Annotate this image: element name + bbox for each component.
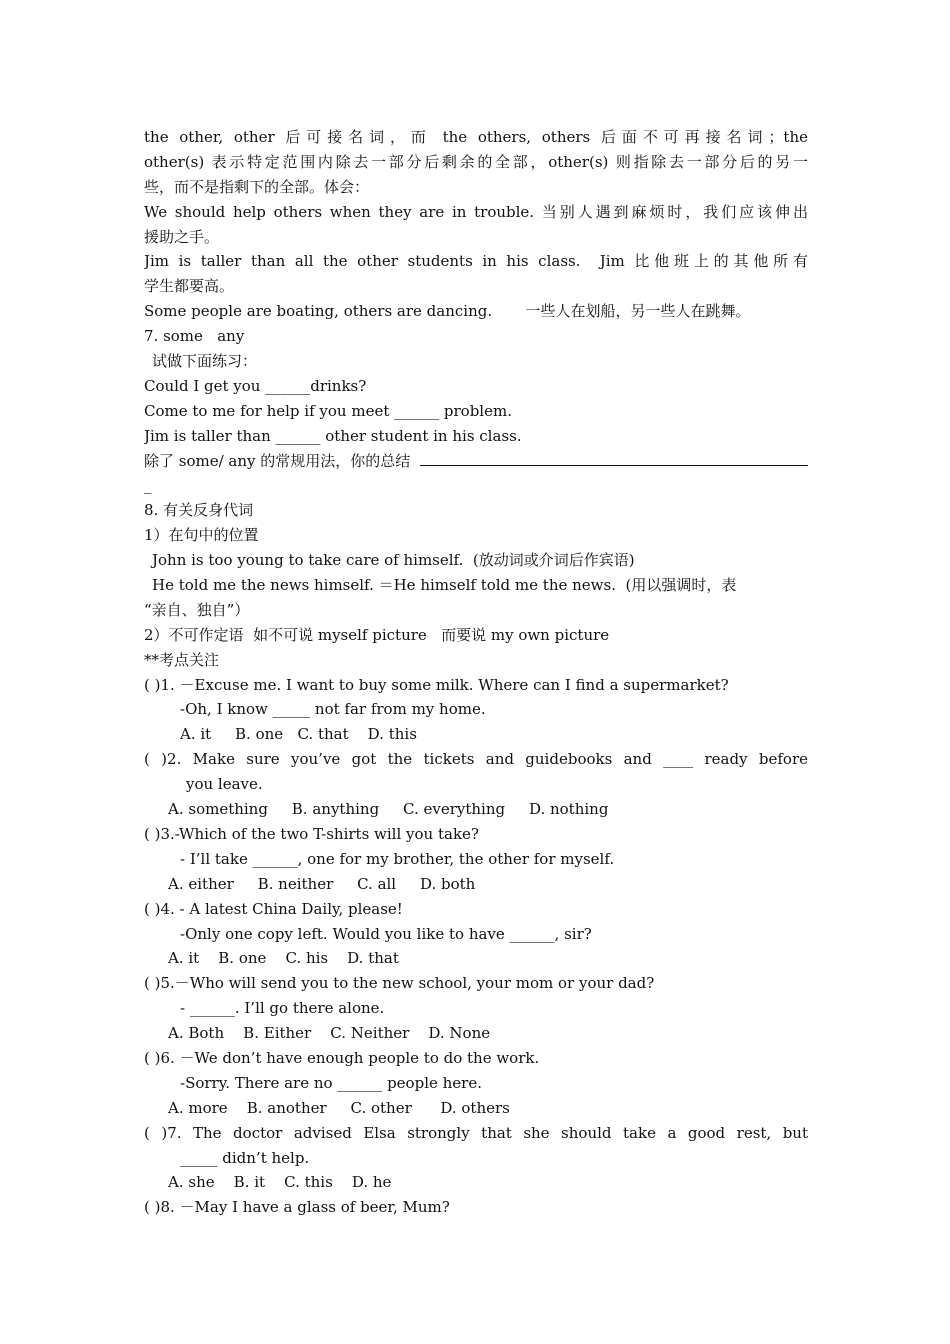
question-3-stem: ( )3.-Which of the two T-shirts will you take? [144,824,479,843]
question-4-dialogue: -Only one copy left. Would you like to have ______, sir? [180,924,592,943]
question-5-stem: ( )5.－Who will send you to the new school, your mom or your dad? [144,974,655,993]
reflexive-example-2: He told me the news himself. ＝He himself told me the news. (用以强调时，表 [152,576,737,595]
subsection-1-heading: 1）在句中的位置 [144,526,259,545]
practice-label: 试做下面练习： [152,352,258,371]
intro-line-1: the other, other 后可接名词，而 the others, others 后面不可再接名词；the [144,128,808,146]
section-8-heading: 8. 有关反身代词 [144,501,254,520]
question-1-options: A. it B. one C. that D. this [180,725,417,744]
question-6-dialogue: -Sorry. There are no ______ people here. [180,1073,482,1092]
intro-line-3: 些，而不是指剩下的全部。体会： [144,177,370,196]
example-1-line-1: We should help others when they are in trouble. 当别人遇到麻烦时，我们应该伸出 [144,202,808,221]
question-2-cont: you leave. [186,775,263,794]
intro-line-2: other(s) 表示特定范围内除去一部分后剩余的全部，other(s) 则指除去一部分后的另一 [144,152,808,171]
question-2-stem: ( )2. Make sure you’ve got the tickets and guidebooks and ____ ready before [144,750,808,769]
example-2-line-1: Jim is taller than all the other students in his class. Jim 比他班上的其他所有 [144,252,808,271]
summary-blank-tail: _ [144,476,152,495]
summary-line [144,449,808,474]
reflexive-example-2-cont: “亲自、独自”） [144,600,250,619]
question-1-stem: ( )1. －Excuse me. I want to buy some milk. Where can I find a supermarket? [144,675,729,694]
document-body [144,125,808,1220]
example-1-line-2: 援助之手。 [144,227,220,246]
example-3: Some people are boating, others are dancing. 一些人在划船，另一些人在跳舞。 [144,302,751,321]
practice-question-3: Jim is taller than ______ other student in his class. [144,426,522,445]
question-4-options: A. it B. one C. his D. that [168,949,399,968]
question-4-stem: ( )4. - A latest China Daily, please! [144,899,403,918]
question-6-options: A. more B. another C. other D. others [168,1098,510,1117]
summary-prompt: 除了 some/ any 的常规用法，你的总结 [144,451,411,470]
example-2-line-2: 学生都要高。 [144,277,235,296]
exam-focus-heading: **考点关注 [144,650,220,669]
question-5-dialogue: - ______. I’ll go there alone. [180,999,385,1018]
reflexive-example-1: John is too young to take care of himself. (放动词或介词后作宾语) [152,551,635,570]
subsection-2-heading: 2）不可作定语 如不可说 myself picture 而要说 my own picture [144,625,610,644]
section-7-heading: 7. some any [144,327,245,346]
question-3-options: A. either B. neither C. all D. both [168,874,476,893]
practice-question-1: Could I get you ______drinks? [144,376,367,395]
question-5-options: A. Both B. Either C. Neither D. None [168,1024,491,1043]
question-1-dialogue: -Oh, I know _____ not far from my home. [180,700,486,719]
question-8-stem: ( )8. －May I have a glass of beer, Mum? [144,1198,450,1217]
practice-question-2: Come to me for help if you meet ______ problem. [144,401,512,420]
question-7-stem: ( )7. The doctor advised Elsa strongly that she should take a good rest, but [144,1123,808,1142]
question-2-options: A. something B. anything C. everything D. nothing [168,800,609,819]
summary-answer-blank[interactable] [420,449,808,466]
question-7-options: A. she B. it C. this D. he [168,1173,392,1192]
question-6-stem: ( )6. －We don’t have enough people to do the work. [144,1048,540,1067]
question-7-cont: _____ didn’t help. [180,1148,310,1167]
question-3-dialogue: - I’ll take ______, one for my brother, the other for myself. [180,849,615,868]
